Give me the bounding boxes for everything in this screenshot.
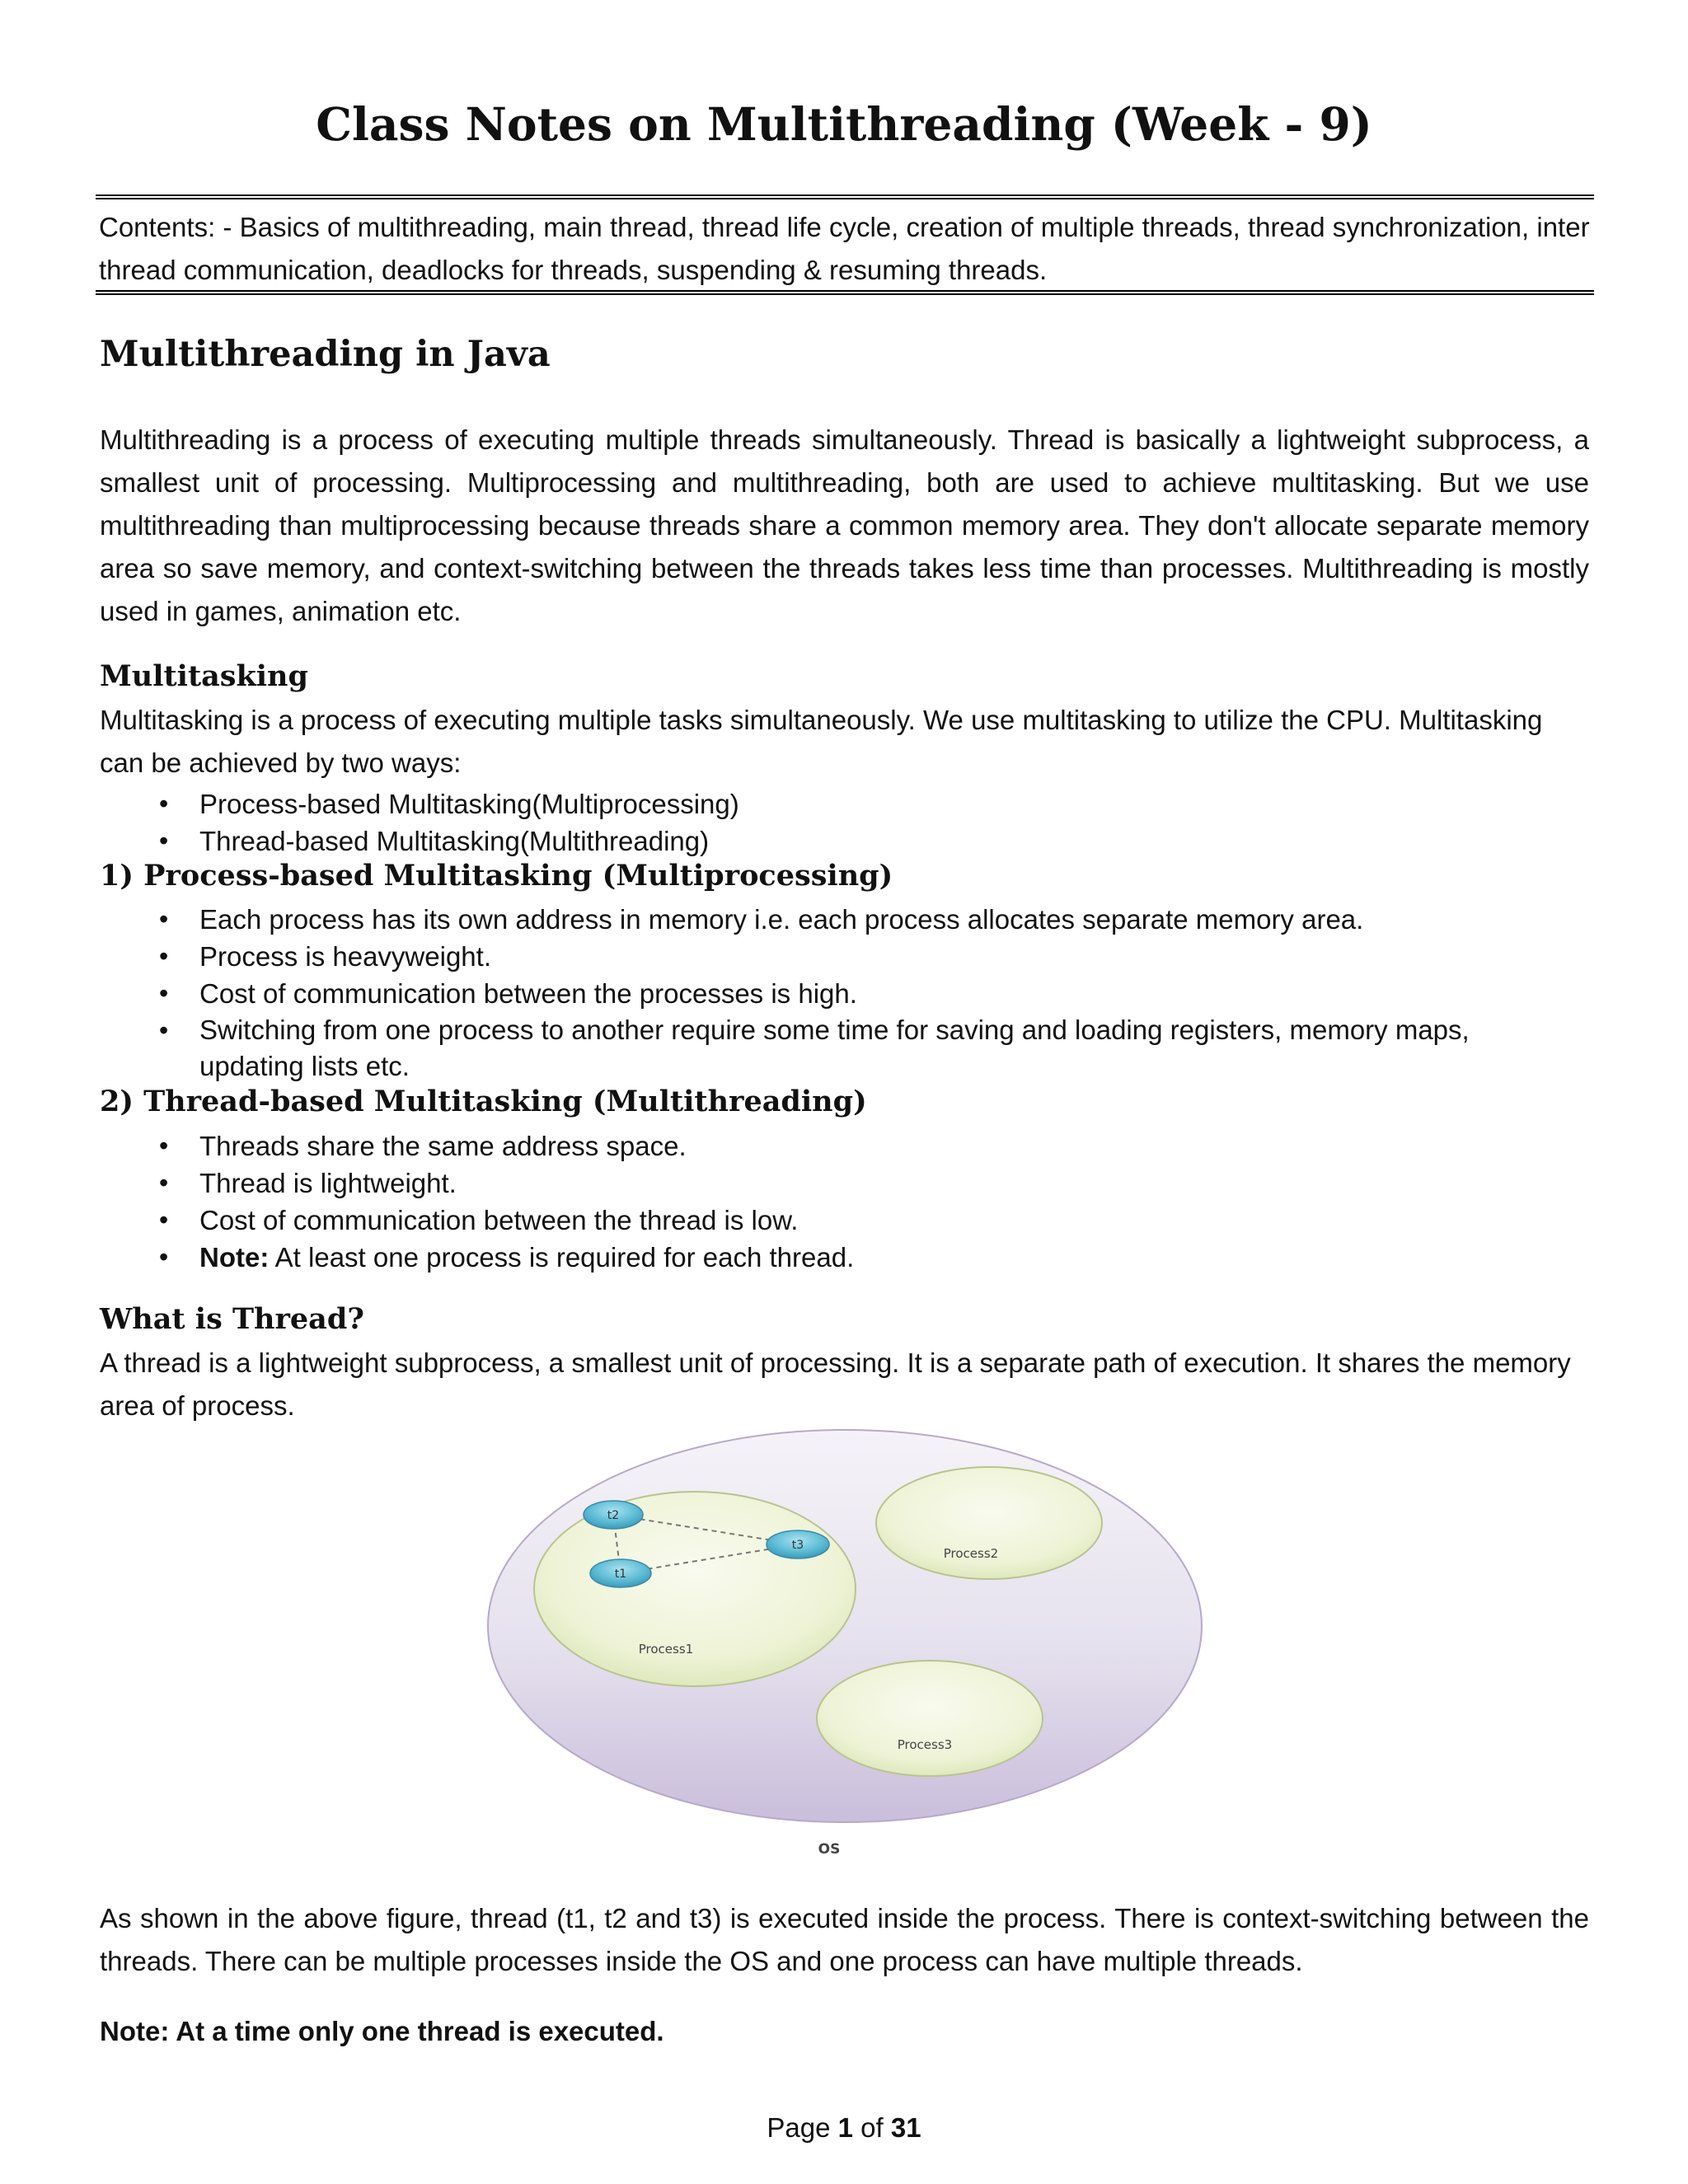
list-item: • Each process has its own address in memory i.e. each process allocates separate memory area. xyxy=(100,901,1517,938)
list-item: • Process is heavyweight. xyxy=(100,938,1517,975)
list-item: • Threads share the same address space. xyxy=(100,1127,1517,1165)
page-number: 1 xyxy=(837,2112,853,2143)
thread-based-list xyxy=(100,1127,1517,1276)
page-total: 31 xyxy=(890,2112,921,2143)
paragraph-multithreading: Multithreading is a process of executing multiple threads simultaneously. Thread is basically a lightweight subprocess, a smallest unit of processing. Multiprocessing and multithreading, both are used to achieve multitasking. But we use multithreading than multiprocessing because threads share a common memory area. They don't allocate separate memory area so save memory, and context-switching between the threads takes less time than processes. Multithreading is mostly used in games, animation etc. xyxy=(100,424,1589,626)
process3-label: Process3 xyxy=(897,1737,953,1752)
process1-label: Process1 xyxy=(638,1642,694,1657)
list-item: • Cost of communication between the thread is low. xyxy=(100,1202,1517,1239)
page-footer xyxy=(0,2112,1688,2144)
heading-process-based: 1) Process-based Multitasking (Multiprocessing) xyxy=(100,859,893,893)
note-label: Note: xyxy=(199,1242,270,1272)
contents-text: Contents: - Basics of multithreading, main thread, thread life cycle, creation of multiple threads, thread synchronization, inter thread communication, deadlocks for threads, suspending & resuming threads. xyxy=(99,212,1590,285)
thread-t3-label: t3 xyxy=(791,1539,804,1552)
document-title: Class Notes on Multithreading (Week - 9) xyxy=(316,97,1372,151)
thread-t1-label: t1 xyxy=(614,1568,627,1581)
list-item: • Process-based Multitasking(Multiprocessing) xyxy=(100,785,1517,823)
paragraph-multitasking: Multitasking is a process of executing multiple tasks simultaneously. We use multitasking to utilize the CPU. Multitasking can be achieved by two ways: xyxy=(100,705,1543,778)
heading-multithreading-in-java: Multithreading in Java xyxy=(100,334,551,375)
list-item: • Thread-based Multitasking(Multithreading) xyxy=(100,823,1517,860)
process2-ellipse xyxy=(876,1467,1102,1579)
list-item: • Switching from one process to another require some time for saving and loading registers, memory maps, updating lists etc. xyxy=(100,1012,1517,1085)
contents-box xyxy=(96,194,1594,295)
process-based-list xyxy=(100,901,1517,1085)
note-text: At least one process is required for each thread. xyxy=(269,1242,855,1272)
paragraph-thread: A thread is a lightweight subprocess, a smallest unit of processing. It is a separate path of execution. It shares the memory area of process. xyxy=(100,1347,1571,1421)
process3-ellipse xyxy=(817,1661,1043,1776)
multitasking-ways-list xyxy=(100,785,1517,860)
process1-ellipse xyxy=(534,1492,856,1686)
page-word: Page xyxy=(767,2112,831,2143)
process2-label: Process2 xyxy=(943,1546,999,1561)
heading-multitasking: Multitasking xyxy=(100,659,308,693)
heading-thread-based: 2) Thread-based Multitasking (Multithreading) xyxy=(100,1085,867,1118)
os-label: OS xyxy=(818,1841,841,1858)
of-word: of xyxy=(860,2112,884,2143)
paragraph-after-figure: As shown in the above figure, thread (t1, t2 and t3) is executed inside the process. There is context-switching between the threads. There can be multiple processes inside the OS and one process can have multiple threads. xyxy=(100,1903,1589,1976)
os-process-thread-figure xyxy=(478,1424,1220,1865)
heading-what-is-thread: What is Thread? xyxy=(100,1302,364,1336)
note-one-thread: Note: At a time only one thread is executed. xyxy=(100,2016,664,2046)
thread-t2-label: t2 xyxy=(607,1509,620,1522)
list-item: • Cost of communication between the processes is high. xyxy=(100,975,1517,1012)
list-item-note xyxy=(100,1239,1517,1276)
list-item: • Thread is lightweight. xyxy=(100,1165,1517,1202)
